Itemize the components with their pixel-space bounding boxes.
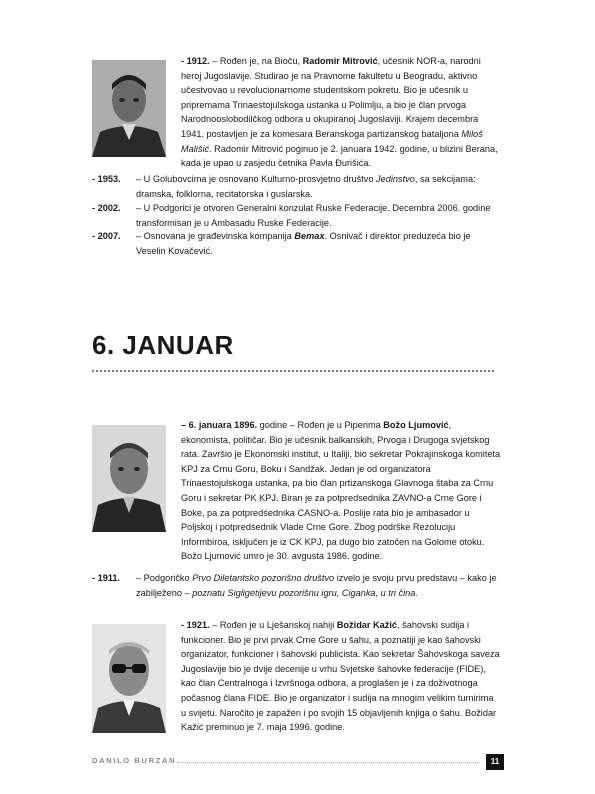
section-title: 6. JANUAR [92, 330, 234, 360]
footer-author: DANILO BURZAN [92, 756, 177, 765]
entry-year: - 1921. [181, 620, 210, 630]
entry-1911: – Podgoričko Prvo Diletantsko pozorišno društvo izvelo je svoju prvu predstavu – kako je zabilježeno – poznatu Sigligetijevu pozorišnu igru, Ciganka, u tri čina. [136, 573, 497, 598]
entry-1953: – U Golubovcima je osnovano Kulturno-prosvjetno društvo Jedinstvo, sa sekcijama: dramska, folklorna, recitatorska i guslarska. [136, 174, 476, 199]
entry-1921: - 1921. – Rođen je u Lješanskoj nahiji Božidar Kažić, šahovski sudija i funkcioner. Bio je prvi prvak Crne Gore u šahu, a poznatiji je kao šahovski organizator, funkcioner i šahovski publicista. Kao sekretar Šahovskoga saveza Jugoslavije bio je dvije decenije u vrhu Svjetske šahovke federacije (FIDE), kao član Centralnoga i Izvršnoga odbora, a proglašen je i za doživotnoga počasnog člana FIDE. Bio je organizator i sudija na mnogim velikim turnirima u svijetu. Naročito je zapažen i po svojih 15 objavljenih knjiga o šahu. Božidar Kažić preminuo je 7. maja 1996. godine. [181, 620, 500, 733]
entry-year-1911: - 1911. [92, 573, 121, 583]
entry-year-2002: - 2002. [92, 203, 121, 213]
entry-year: 1896. [234, 420, 258, 430]
portrait-radomir-mitrovic [92, 60, 166, 157]
entry-year: - 1912. [181, 56, 210, 66]
entry-1896: – 6. januara 1896. godine – Rođen je u Piperima Božo Ljumović, ekonomista, političar. Bio je učesnik balkanskih, Prvoga i Drugoga svjetskog rata. Završio je Ekonomski institut, u Italiji, bio sekretar Pokrajinskoga komiteta KPJ za Crnu Goru, Boku i Sandžak. Jedan je od organizatora Trinaestojulskoga ustanka, pa bio član prtizanskoga Glavnoga štaba za Crnu Goru i sekretar PK KPJ. Biran je za potpredsednika ZAVNO-a Crne Gore i Boke, pa za potpredśednika CASNO-a. Poslije rata bio je ambasador u Poljskoj i potpredśednik Vlade Crne Gore. Zbog podrške Rezoluciju Informbiroa, isključen je iz CK KPJ, pa dugo bio zatočen na Golome otoku. Božo Ljumović umro je 30. avgusta 1986. godine. [181, 420, 501, 562]
footer-divider [178, 762, 480, 763]
person-name: Radomir Mitrović [302, 56, 378, 66]
person-name: Božidar Kažić [336, 620, 398, 630]
entry-year-1953: - 1953. [92, 174, 121, 184]
person-name: Božo Ljumović [383, 420, 449, 430]
entry-2002: – U Podgorici je otvoren Generalni konzulat Ruske Federacije. Decembra 2006. godine transformisan je u Ambasadu Ruske Federacije. [136, 203, 491, 228]
portrait-bozidar-kazic [92, 624, 166, 733]
page-number: 11 [486, 754, 504, 770]
section-divider [92, 366, 494, 372]
portrait-bozo-ljumovic [92, 425, 166, 532]
entry-2007: – Osnovana je građevinska kompanija Bemax. Osnivač i direktor preduzeća bio je Veselin Kovačević. [136, 231, 471, 256]
entry-1912: - 1912. – Rođen je, na Bioču, Radomir Mitrović, učesnik NOR-a, narodni heroj Jugoslavije. Studirao je na Pravnome fakultetu u Beogradu, aktivno učestvovao u revolucionarnome studentskom pokretu. Bio je učesnik u pripremama Trinaestojulskoga ustanka u Polimlju, a bio je član prvoga Narodnooslobodilčkog odbora u okupiranoj Jugoslaviji. Krajem decembra 1941. postavljen je za komesara Beranskoga partizanskog bataljona Miloš Mališić. Radomir Mitrović poginuo je 2. januara 1942. godine, u blizini Berana, kada je upao u zasjedu četnika Pavla Đurišića. [181, 56, 498, 169]
entry-year-2007: - 2007. [92, 231, 121, 241]
